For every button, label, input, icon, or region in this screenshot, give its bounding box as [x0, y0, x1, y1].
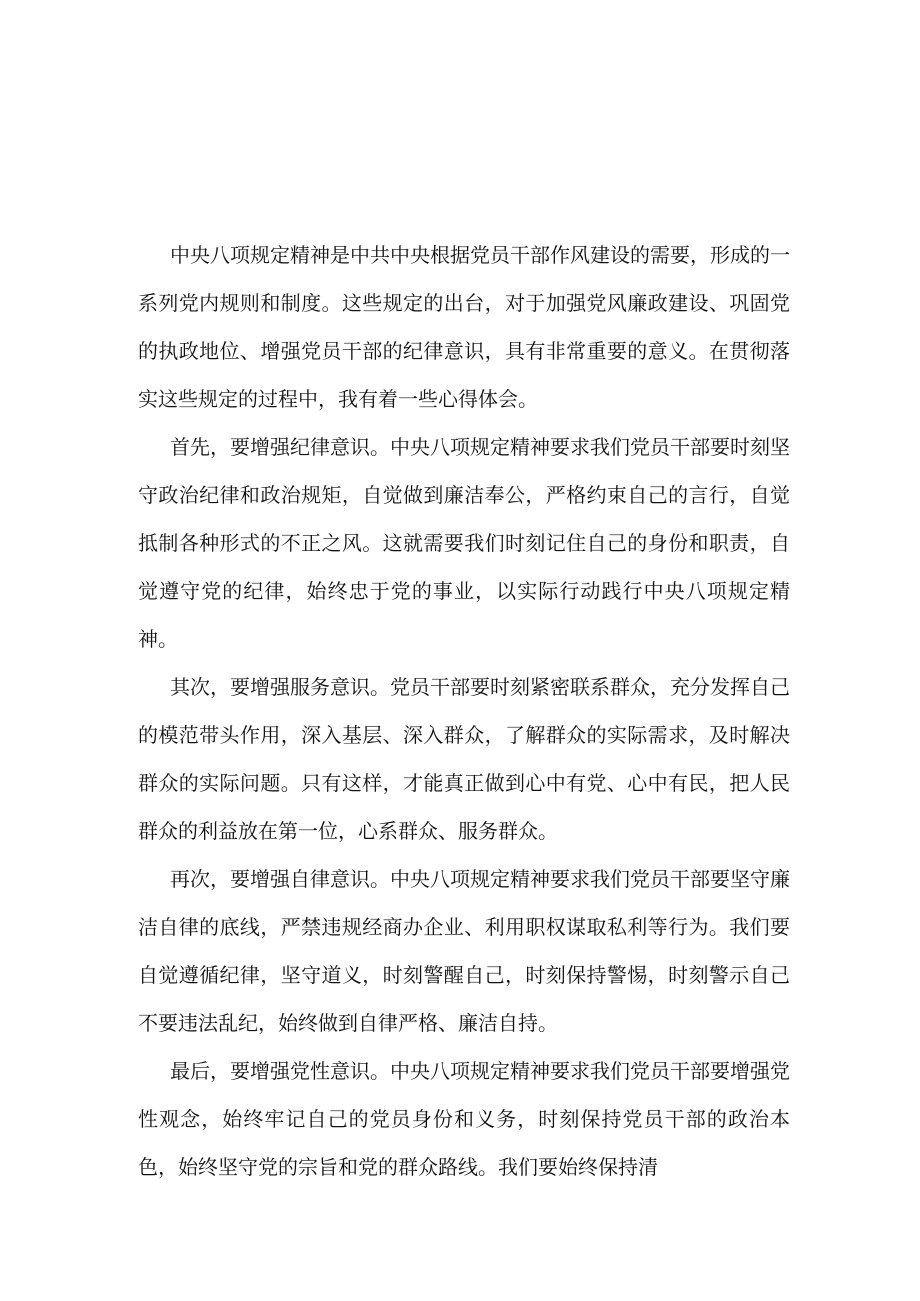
paragraph-service: 其次，要增强服务意识。党员干部要时刻紧密联系群众，充分发挥自己的模范带头作用，深入基层、深入群众，了解群众的实际需求，及时解决群众的实际问题。只有这样，才能真正做到心中有党、心中有民，把人民群众的利益放在第一位，心系群众、服务群众。: [138, 675, 790, 843]
document-body: [138, 231, 790, 1191]
paragraph-intro: 中央八项规定精神是中共中央根据党员干部作风建设的需要，形成的一系列党内规则和制度。这些规定的出台，对于加强党风廉政建设、巩固党的执政地位、增强党员干部的纪律意识，具有非常重要的意义。在贯彻落实这些规定的过程中，我有着一些心得体会。: [138, 243, 790, 411]
paragraph-self-discipline: 再次，要增强自律意识。中央八项规定精神要求我们党员干部要坚守廉洁自律的底线，严禁违规经商办企业、利用职权谋取私利等行为。我们要自觉遵循纪律，坚守道义，时刻警醒自己，时刻保持警惕，时刻警示自己不要违法乱纪，始终做到自律严格、廉洁自持。: [138, 867, 790, 1035]
paragraph-discipline: 首先，要增强纪律意识。中央八项规定精神要求我们党员干部要时刻坚守政治纪律和政治规矩，自觉做到廉洁奉公，严格约束自己的言行，自觉抵制各种形式的不正之风。这就需要我们时刻记住自己的身份和职责，自觉遵守党的纪律，始终忠于党的事业，以实际行动践行中央八项规定精神。: [138, 435, 790, 651]
paragraph-party-spirit: 最后，要增强党性意识。中央八项规定精神要求我们党员干部要增强党性观念，始终牢记自己的党员身份和义务，时刻保持党员干部的政治本色，始终坚守党的宗旨和党的群众路线。我们要始终保持清: [138, 1059, 790, 1179]
